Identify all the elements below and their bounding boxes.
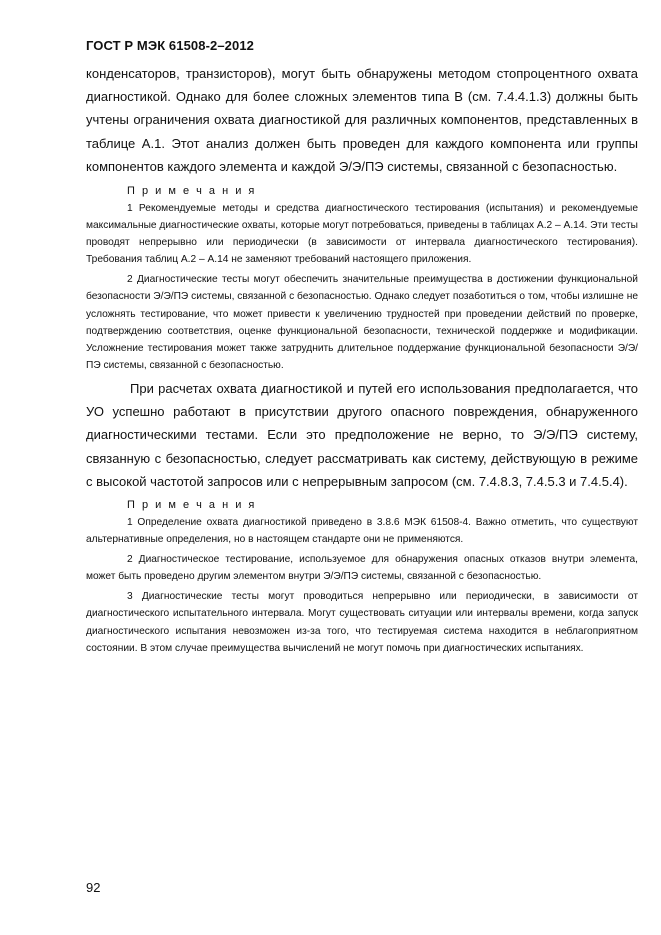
note-2-1: 1 Определение охвата диагностикой приведено в 3.8.6 МЭК 61508-4. Важно отметить, что существуют альтернативные определения, но в настоящем стандарте они не применяются. [86,516,638,546]
body-paragraph-2: При расчетах охвата диагностикой и путей его использования предполагается, что УО успешно работают в присутствии другого опасного повреждения, обнаруженного диагностическими тестами. Если это предположение не верно, то Э/Э/ПЭ систему, связанную с безопасностью, следует рассматривать как систему, действующую в режиме с высокой частотой запросов или с непрерывным запросом (см. 7.4.8.3, 7.4.5.3 и 7.4.5.4). [86,380,638,489]
note-2-3: 3 Диагностические тесты могут проводиться непрерывно или периодически, в зависимости от диагностического испытательного интервала. Могут существовать ситуации или интервалы времени, когда запуск диагностического испытания невозможен из-за того, что тестируемая система находится в неблагоприятном состоянии. В этом случае преимущества вычислений не могут помочь при диагностических испытаниях. [86,591,638,654]
notes-heading-1: П р и м е ч а н и я [127,185,257,198]
notes-heading-2: П р и м е ч а н и я [127,498,257,511]
note-1-1: 1 Рекомендуемые методы и средства диагностического тестирования (испытания) и рекомендуемые максимальные диагностические охваты, которые могут потребоваться, приведены в таблицах А.2 – А.14. Эти тесты проводят непрерывно или периодически (в зависимости от интервала диагностического тестирования). Требования таблиц А.2 – А.14 не заменяют требований настоящего приложения. [86,203,638,266]
body-paragraph-1: конденсаторов, транзисторов), могут быть обнаружены методом стопроцентного охвата диагностикой. Однако для более сложных элементов типа В (см. 7.4.4.1.3) должны быть учтены ограничения охвата диагностикой для различных компонентов, представленных в таблице А.1. Этот анализ должен быть проведен для каждого компонента или группы компонентов каждого элемента и каждой Э/Э/ПЭ системы, связанной с безопасностью. [86,66,638,174]
page-number: 92 [86,880,101,895]
note-2-2: 2 Диагностическое тестирование, используемое для обнаружения опасных отказов внутри элемента, может быть проведено другим элементом внутри Э/Э/ПЭ системы, связанной с безопасностью. [86,554,638,583]
document-header: ГОСТ Р МЭК 61508-2–2012 [86,38,254,53]
note-1-2: 2 Диагностические тесты могут обеспечить значительные преимущества в достижении функциональной безопасности Э/Э/ПЭ системы, связанной с безопасностью. Однако следует позаботиться о том, чтобы излишне не усложнять тестирование, что может привести к увеличению трудностей при проведении действий по проверке, подтверждению соответствия, оценке функциональной безопасности, технической поддержке и модификации. Усложнение тестирования может также затруднить длительное поддержание функциональной безопасности Э/Э/ПЭ системы, связанной с безопасностью. [86,274,638,371]
page-body [86,62,638,660]
